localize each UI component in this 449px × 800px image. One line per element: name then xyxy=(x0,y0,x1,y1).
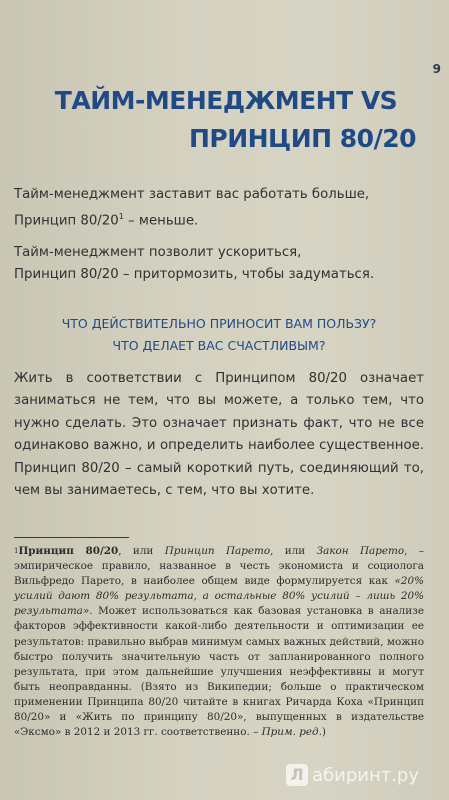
question-line-2: ЧТО ДЕЛАЕТ ВАС СЧАСТЛИВЫМ? xyxy=(112,338,326,353)
footnote-term: Принцип 80/20 xyxy=(18,545,119,557)
watermark-text: абиринт.ру xyxy=(311,764,419,786)
intro-paragraph-1 xyxy=(14,184,424,232)
intro-line: Принцип 80/20 – притормозить, чтобы задуматься. xyxy=(14,267,375,282)
footnote-text: , или xyxy=(270,545,317,557)
intro-text: – меньше. xyxy=(123,213,199,229)
chapter-title-line-2: ПРИНЦИП 80/20 xyxy=(188,124,416,153)
body-paragraph: Жить в соответствии с Принципом 80/20 означает заниматься не тем, что вы можете, а только тем, что нужно сделать. Это означает признать факт, что не все одинаково важно, и определить наиболее существенное. Принцип 80/20 – самый короткий путь, соединяющий то, чем вы занимаетесь, с тем, что вы хотите. xyxy=(14,371,424,499)
footnote-text: , или xyxy=(118,545,165,557)
intro-line: Тайм-менеджмент позволит ускориться, xyxy=(14,245,302,260)
footnote-alt-name: Принцип Парето xyxy=(164,545,271,557)
footnote-text: ) xyxy=(321,726,326,739)
labirint-logo-icon: Л xyxy=(286,764,308,786)
footnote-quote: «20% усилий дают 80% результата, а остальные 80% усилий – лишь 20% результата» xyxy=(14,575,424,618)
labirint-watermark xyxy=(286,764,419,786)
chapter-title-line-1: ТАЙМ-МЕНЕДЖМЕНТ VS xyxy=(54,86,398,115)
footnote-alt-name: Закон Парето xyxy=(316,545,405,557)
intro-line xyxy=(14,206,424,232)
page-number: 9 xyxy=(432,62,441,76)
footnote-divider xyxy=(14,537,129,538)
intro-line: Тайм-менеджмент заставит вас работать больше, xyxy=(14,187,370,202)
footnote-reference: 1 xyxy=(118,212,124,221)
question-line-1: ЧТО ДЕЙСТВИТЕЛЬНО ПРИНОСИТ ВАМ ПОЛЬЗУ? xyxy=(61,316,377,331)
footnote xyxy=(14,544,424,740)
section-question xyxy=(14,313,424,357)
intro-paragraph-2 xyxy=(14,242,424,286)
footnote-text: , – эмпирическое правило, названное в честь экономиста и социолога Вильфредо Парето, в наиболее общем виде формулируется как xyxy=(14,545,424,588)
chapter-title xyxy=(36,82,416,158)
intro-text: Принцип 80/20 xyxy=(14,213,119,229)
footnote-text: . Может использоваться как базовая установка в анализе факторов эффективности какой-либо деятельности и оптимизации ее результатов: правильно выбрав минимум самых важных действий, можно быстро получить значительную часть от запланированного полного результата, при этом дальнейшие улучшения неэффективны и могут быть неоправданны. (Взято из Википедии; больше о практическом применении Принципа 80/20 читайте в книгах Ричарда Коха «Принцип 80/20» и «Жить по принципу 80/20», выпущенных в издательстве «Эксмо» в 2012 и 2013 гг. соответственно. – xyxy=(14,605,424,739)
footnote-marker: 1 xyxy=(14,547,19,555)
editor-note: Прим. ред. xyxy=(261,726,322,739)
